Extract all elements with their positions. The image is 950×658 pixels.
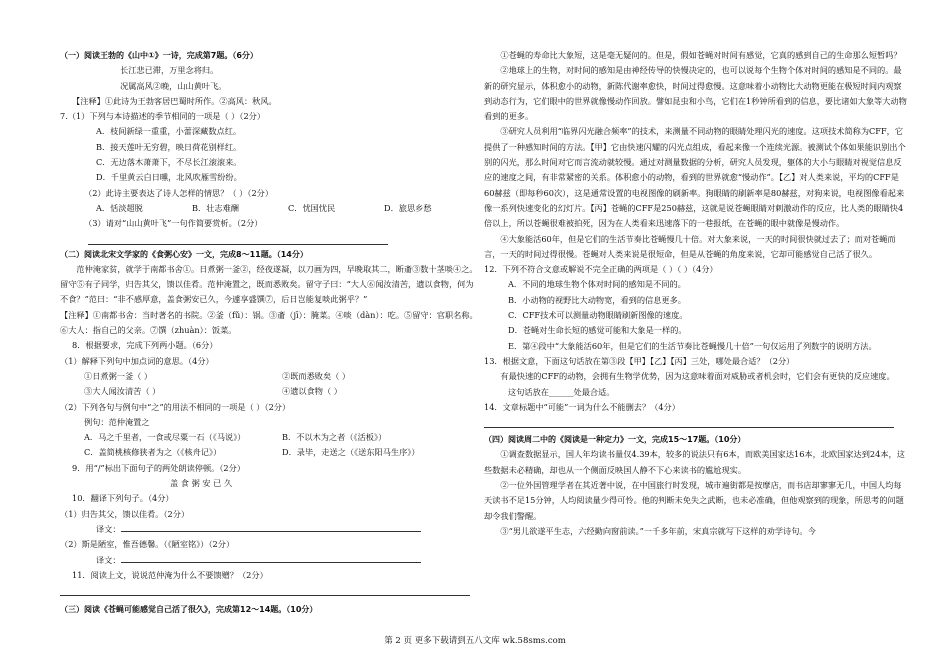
options-row [60, 430, 480, 445]
question-9: 9．用“/”标出下面句子的两处朗读停顿。（2分） [72, 462, 246, 473]
blank-row [60, 369, 480, 384]
option: D．苍蝇对生命长短的感觉可能和大象是一样的。 [508, 325, 687, 336]
example-sentence: 例句：范仲淹置之 [84, 416, 150, 427]
paragraph: ①苍蝇的寿命比大象短，这是毫无疑问的。但是，假如苍蝇对时间有感觉，它真的感到自己的生命那么短暂吗？ [500, 50, 902, 60]
paragraph: ②地球上的生物，对时间的感知是由神经传导的快慢决定的，也可以说每个生物个体对时间的感知是不同的。最新的研究显示，体积愈小的动物，新陈代谢率愈快，时间过得愈慢。这意味着小动物比大动物更能在极短时间内观察到动态行为，它们眼中的世界就像慢动作回放。譬如昆虫和小鸟，它们在1秒钟所看到的信息，要比诸如大象等大动物看到的更多。 [484, 65, 907, 122]
translation-blank[interactable] [121, 523, 421, 532]
question-8: 8．根据要求，完成下列两小题。（6分） [72, 340, 218, 351]
left-column [60, 48, 480, 617]
option: B．不以木为之者（《活板》） [282, 432, 387, 443]
paragraph: ②一位外国管理学者在其近著中说，在中国旅行时发现，城市遍街都是按摩店，而书店却寥寥无几，中国人均每天读书不足15分钟，人均阅读量少得可怜。他的判断未免失之武断，也未必准确，但他观察到的现象，所思考的问题却令我们警醒。 [484, 480, 904, 521]
section1-title: （一）阅读王勃的《山中①》一诗，完成第7题。（6分） [60, 51, 258, 60]
option: B．壮志难酬 [192, 202, 239, 213]
translation-blank[interactable] [121, 554, 421, 563]
answer-sentence[interactable]: 这句话放在______处最合适。 [508, 386, 615, 397]
section4-title: （四）阅读周二中的《阅读是一种定力》一文，完成15～17题。（10分） [484, 435, 746, 445]
option: D．旅思乡愁 [384, 202, 432, 213]
section3-title: （三）阅读《苍蝇可能感觉自己活了很久》，完成第12～14题。（10分） [60, 605, 318, 615]
page-footer: 第 2 页 更多下载请到五八文库 wk.58sms.com [384, 636, 566, 646]
paragraph: ③研究人员利用“临界闪光融合频率”的技术，来测量不同动物的眼睛处理闪光的速度。这项技术简称为CFF，它提供了一种感知时间的方法。【甲】它由快速闪耀的闪光点组成，看起来像一个连续光源。被测试个体如果能识别出个别的闪光，那么时间对它而言流动就较慢。通过对测量数据的分析，研究人员发现，躯体的大小与眼睛对视觉信息反应的速度之间，有非常紧密的关系。体积愈小的动物，看到的世界就愈“慢动作”。【乙】对人类来说，平均的CFF是60赫兹（即每秒60次），这是通常设置的电视图像的刷新率。狗眼睛的刷新率是80赫兹，对狗来说，电视图像看起来像一系列快速变化的幻灯片。【丙】苍蝇的CFF是250赫兹，这就是说苍蝇眼睛对刺激动作的反应，比人类的眼睛快4倍以上，所以苍蝇很难被拍死，因为在人类看来迅速落下的一巷报纸，在苍蝇的眼中就像是慢动作。 [484, 126, 906, 229]
blank-item[interactable]: ①日煮粥一釜（ ） [84, 370, 153, 381]
options-row [60, 201, 480, 216]
option: C．无边落木萧萧下，不尽长江滚滚来。 [96, 157, 242, 168]
option: C．CFF技术可以测量动物眼睛刷新图像的速度。 [508, 310, 688, 321]
question-8-2: （2）下列各句与例句中“之”的用法不相同的一项是（ ）（2分） [60, 401, 291, 412]
blank-item[interactable]: ④遗以食物（ ） [282, 386, 342, 397]
blank-item[interactable]: ③大人闻汝清苦（ ） [84, 386, 161, 397]
option: C．忧国忧民 [288, 202, 336, 213]
answer-line[interactable] [88, 232, 388, 245]
question-10-1: （1）归告其父，馈以佳肴。（2分） [60, 508, 190, 519]
poem-note: 【注释】①此诗为王勃客居巴蜀时所作。②高风：秋风。 [72, 95, 277, 106]
question-7: 7.（1）下列与本诗描述的季节相同的一项是（ ）（2分） [60, 111, 266, 122]
section2-title: （二）阅读北宋文学家的《食粥心安》一文，完成8～11题。（14分） [60, 249, 308, 259]
pause-sentence: 盖 食 粥 安 已 久 [170, 478, 233, 489]
option: E．第④段中“大象能活60年，但是它们的生活节奏比苍蝇慢几十倍”一句仅运用了列数字的说明方法。 [508, 340, 877, 351]
passage-note: 【注释】①南都书舍：当时著名的书院。②釜（fǔ）：锅。③齑（jī）：腌菜。④啖（dàn）：吃。⑤留守：官职名称。⑥大人：指自己的父亲。⑦馔（zhuàn）：饭菜。 [60, 309, 478, 336]
option: D．录毕，走送之（《送东阳马生序》） [282, 447, 420, 458]
question-11: 11．阅读上文，说说范仲淹为什么不要馈赠？（2分） [72, 569, 268, 580]
question-8-1: （1）解释下列句中加点词的意思。（4分） [60, 355, 214, 366]
option: A．马之千里者，一食或尽粟一石（《马说》） [84, 432, 246, 443]
candidate-sentence: 有最快速的CFF的动物，会拥有生物学优势，因为这意味着面对威胁或者机会时，它们会有更快的反应速度。 [500, 371, 895, 382]
question-7-2: （2）此诗主要表达了诗人怎样的情思？（ ）（2分） [84, 187, 274, 198]
answer-line[interactable] [484, 415, 894, 428]
translation-line [60, 553, 480, 568]
question-14: 14．文章标题中“可能”一词为什么不能删去？（4分） [484, 401, 680, 412]
question-13: 13．根据文意，下面这句话放在第③段【甲】【乙】【丙】三处，哪处最合适？（2分） [484, 355, 795, 366]
option: A．不同的地球生物个体对时间的感知是不同的。 [508, 279, 686, 290]
translation-label: 译文： [96, 554, 121, 565]
passage-text: 范仲淹家贫，就学于南都书舍①。日煮粥一釜②，经夜遂凝，以刀画为四，早晚取其二，断齑③数十茎啖④之。留守⑤有子同学，归告其父，馈以佳肴。范仲淹置之，既而悉败矣。留守子曰：“大人⑥闻汝清苦，遗以食物，何为不食？”范曰：“非不感厚意，盖食粥安已久，今遽享盛馔⑦，后日岂能复啖此粥乎？” [60, 263, 478, 305]
question-10-2: （2）斯是陋室，惟吾德馨。（《陋室铭》）（2分） [60, 539, 235, 550]
question-12: 12．下列不符合文意或解说不完全正确的两项是（ ）（ ）（4分） [484, 264, 718, 275]
option: B．小动物的视野比大动物宽，看到的信息更多。 [508, 294, 686, 305]
option: C．盖简桃核修狭者为之（《核舟记》） [84, 447, 222, 458]
right-column [484, 48, 908, 539]
blank-item[interactable]: ②既而悉败矣（ ） [282, 370, 351, 381]
answer-line[interactable] [60, 583, 470, 596]
poem-line: 况属高风②晚，山山黄叶飞。 [120, 80, 227, 91]
option: A．恬淡超脱 [96, 202, 143, 213]
option: D．千里黄云白日曛，北风吹雁雪纷纷。 [96, 172, 242, 183]
option: A．枝间新绿一重重，小蕾深藏数点红。 [96, 126, 242, 137]
poem-line: 长江悲已滞，万里念将归。 [120, 65, 219, 76]
paragraph: ③“男儿欲遂平生志，六经勤向窗前读。”一千多年前，宋真宗就写下这样的劝学诗句。今 [500, 525, 816, 536]
question-10: 10．翻译下列句子。（4分） [72, 493, 174, 504]
option: B．接天莲叶无穷碧，映日荷花别样红。 [96, 141, 242, 152]
translation-line [60, 522, 480, 537]
translation-label: 译文： [96, 523, 121, 534]
question-7-3: （3）请对“山山黄叶飞”一句作简要赏析。（2分） [84, 218, 263, 229]
blank-row [60, 384, 480, 399]
paragraph: ④大象能活60年，但是它们的生活节奏比苍蝇慢几十倍。对大象来说，一天的时间很快就过去了；而对苍蝇而言，一天的时间过得很慢。苍蝇对人类来说是很短命，但是从苍蝇的角度来说，它却可能感觉自己活了很久。 [484, 233, 896, 259]
paragraph: ①调查数据显示，国人年均读书量仅4.39本，较多的说法只有6本，而欧美国家达16本，北欧国家达到24本，这些数据未必精确，却也从一个侧面反映国人静不下心来读书的尴尬现实。 [484, 449, 905, 475]
options-row [60, 445, 480, 460]
